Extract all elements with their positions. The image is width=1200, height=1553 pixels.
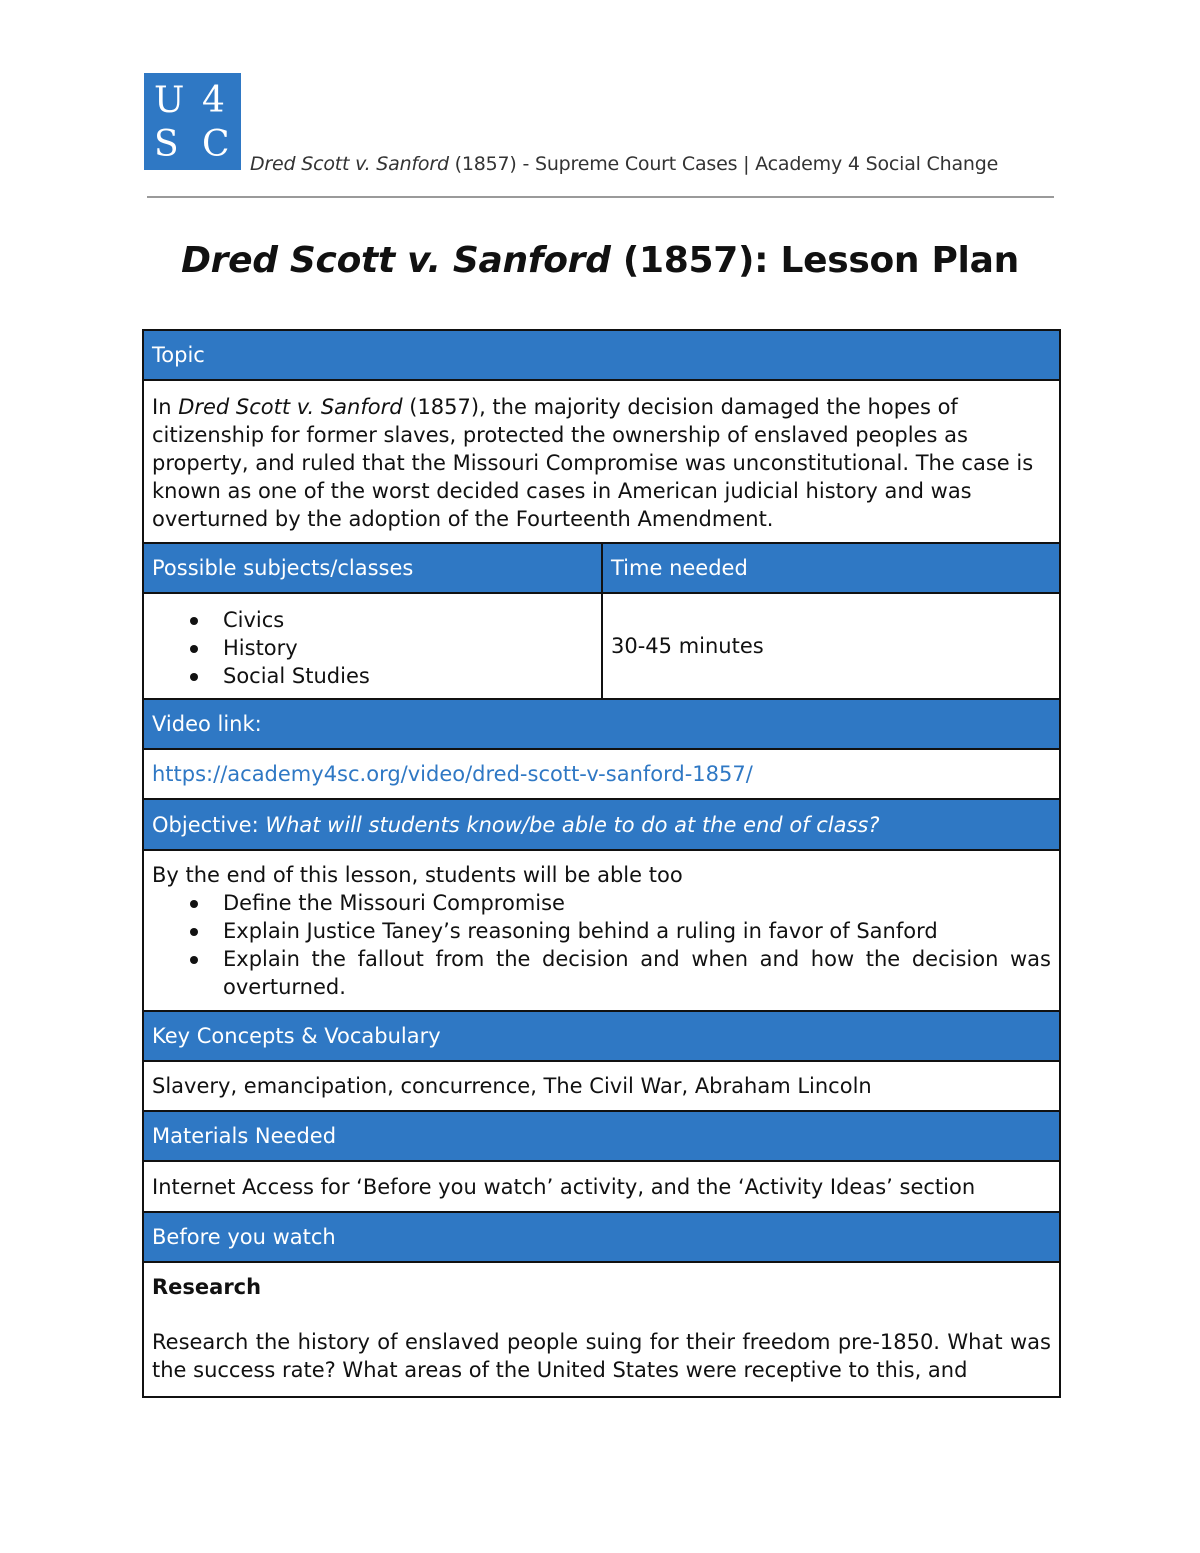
materials-text: Internet Access for ‘Before you watch’ activity, and the ‘Activity Ideas’ section [152,1174,976,1199]
list-item: History [185,634,593,662]
objective-heading-row [144,800,1059,851]
video-cell [144,750,1059,798]
materials-body-row [144,1162,1059,1213]
u4sc-logo [144,73,241,170]
vocab-heading-row [144,1012,1059,1062]
before-heading: Before you watch [144,1213,1059,1261]
title-rest: (1857): Lesson Plan [610,240,1019,281]
objective-heading [144,800,1059,849]
header-divider [147,196,1054,198]
document-header [250,153,998,175]
list-item: Civics [185,606,593,634]
vocab-cell [144,1062,1059,1110]
topic-text-prefix: In [152,395,179,419]
topic-heading-row [144,331,1059,381]
vocab-heading: Key Concepts & Vocabulary [144,1012,1059,1060]
objective-intro: By the end of this lesson, students will be able too [152,863,683,887]
video-heading: Video link: [144,700,1059,748]
title-case-name: Dred Scott v. Sanford [181,240,611,281]
objective-body-row [144,851,1059,1012]
list-item: Explain the fallout from the decision and when and how the decision was overturned. [185,945,1051,1001]
objective-heading-prefix: Objective: [152,812,266,837]
time-heading: Time needed [601,544,1059,592]
logo-letter: C [202,124,230,165]
before-heading-row [144,1213,1059,1263]
page-title [0,240,1200,281]
before-body-row [144,1263,1059,1398]
logo-letter: 4 [202,80,225,121]
video-link[interactable]: https://academy4sc.org/video/dred-scott-v-sanford-1857/ [152,762,753,786]
subjects-time-heading-row [144,544,1059,594]
research-text: Research the history of enslaved people suing for their freedom pre-1850. What was the success rate? What areas of the United States were receptive to this, and [152,1330,1051,1382]
topic-body-row [144,381,1059,544]
list-item: Define the Missouri Compromise [185,889,1051,917]
topic-heading: Topic [144,331,1059,379]
objective-cell [144,851,1059,1010]
materials-cell [144,1162,1059,1211]
subjects-list [185,606,593,690]
objective-list [185,889,1051,1001]
logo-letter: U [154,80,185,121]
topic-text [144,381,1059,542]
topic-text-rest: (1857), the majority decision damaged the hopes of citizenship for former slaves, protected the ownership of enslaved peoples as property, and ruled that the Missouri Compromise was unconstitutional. The case is known as one of the worst decided cases in American judicial history and was overturned by the adoption of the Fourteenth Amendment. [152,395,1034,531]
subjects-time-body-row [144,594,1059,700]
lesson-plan-table [142,329,1061,1398]
video-heading-row [144,700,1059,750]
list-item: Social Studies [185,662,593,690]
logo-letter: S [154,124,179,165]
time-value: 30-45 minutes [611,634,764,658]
materials-heading-row [144,1112,1059,1162]
topic-text-case: Dred Scott v. Sanford [178,395,403,419]
list-item: Explain Justice Taney’s reasoning behind a ruling in favor of Sanford [185,917,1051,945]
vocab-text: Slavery, emancipation, concurrence, The Civil War, Abraham Lincoln [152,1074,872,1098]
header-rest: (1857) - Supreme Court Cases | Academy 4 Social Change [448,153,999,175]
before-cell [144,1263,1059,1396]
research-subheading: Research [152,1275,262,1299]
video-body-row [144,750,1059,800]
materials-heading: Materials Needed [144,1112,1059,1160]
subjects-cell [144,594,601,698]
header-case-name: Dred Scott v. Sanford [250,153,449,175]
time-cell [601,594,1059,698]
subjects-heading: Possible subjects/classes [144,544,601,592]
vocab-body-row [144,1062,1059,1112]
objective-heading-question: What will students know/be able to do at the end of class? [265,812,880,837]
